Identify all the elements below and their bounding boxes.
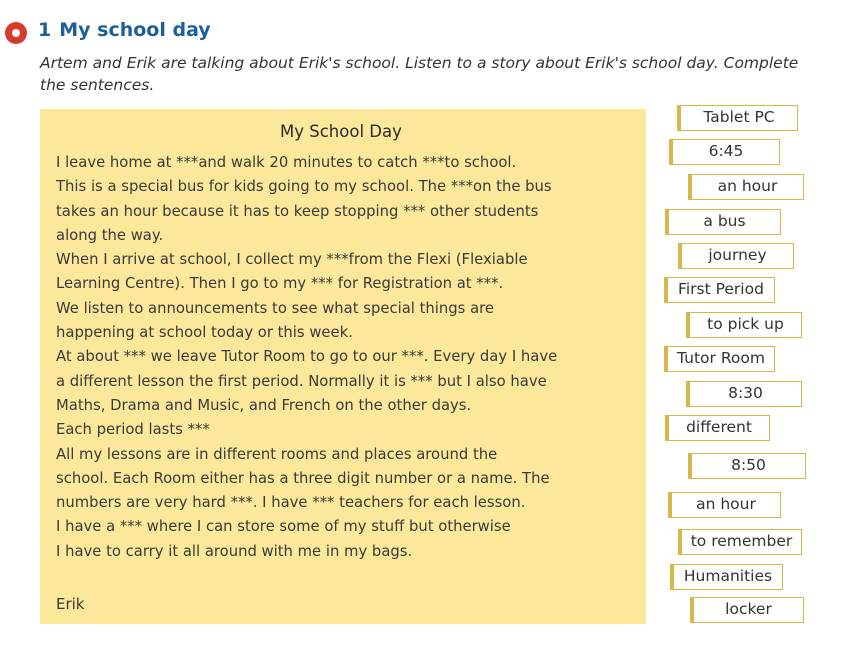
- story-line: All my lessons are in different rooms and places around the: [56, 445, 498, 463]
- word-card-tablet-pc[interactable]: Tablet PC: [677, 105, 798, 131]
- exercise-title: My school day: [59, 19, 211, 41]
- word-card-journey[interactable]: journey: [678, 243, 794, 269]
- word-card-to-remember[interactable]: to remember: [678, 529, 802, 555]
- story-line: Maths, Drama and Music, and French on the other days.: [56, 396, 472, 414]
- word-card-locker[interactable]: locker: [690, 597, 804, 623]
- story-line: I leave home at ***and walk 20 minutes to catch ***to school.: [56, 154, 517, 171]
- exercise-instructions: Artem and Erik are talking about Erik's school. Listen to a story about Erik's school day. Complete the sentences.: [40, 54, 799, 94]
- word-card-8-30[interactable]: 8:30: [686, 381, 802, 407]
- story-line: I have a *** where I can store some of my stuff but otherwise: [56, 518, 511, 536]
- story-line: Learning Centre). Then I go to my *** for Registration at ***.: [56, 275, 504, 293]
- story-line: I have to carry it all around with me in my bags.: [56, 542, 413, 560]
- story-line: We listen to announcements to see what special things are: [56, 299, 494, 317]
- story-title: My School Day: [280, 122, 402, 141]
- story-line: numbers are very hard ***. I have *** teachers for each lesson.: [56, 494, 526, 512]
- story-line: along the way.: [56, 226, 164, 244]
- story-line: takes an hour because it has to keep stopping *** other students: [56, 202, 539, 220]
- word-card-an-hour-2[interactable]: an hour: [668, 492, 781, 518]
- word-card-6-45[interactable]: 6:45: [669, 139, 780, 165]
- story-line: Each period lasts ***: [56, 421, 210, 439]
- word-card-different[interactable]: different: [665, 415, 770, 441]
- story-line: school. Each Room either has a three digit number or a name. The: [56, 469, 550, 487]
- story-line: happening at school today or this week.: [56, 324, 353, 342]
- exercise-number: 1: [38, 19, 52, 41]
- story-signature: Erik: [56, 595, 85, 613]
- story-line: This is a special bus for kids going to my school. The ***on the bus: [56, 178, 552, 196]
- word-card-8-50[interactable]: 8:50: [688, 453, 806, 479]
- story-line: At about *** we leave Tutor Room to go to our ***. Every day I have: [56, 348, 558, 366]
- exercise-heading: [38, 19, 211, 41]
- word-card-first-period[interactable]: First Period: [664, 277, 775, 303]
- story-line: a different lesson the first period. Normally it is *** but I also have: [56, 372, 547, 390]
- word-card-a-bus[interactable]: a bus: [665, 209, 781, 235]
- word-card-tutor-room[interactable]: Tutor Room: [664, 346, 775, 372]
- exercise-bullet-icon: [5, 22, 27, 44]
- word-card-to-pick-up[interactable]: to pick up: [686, 312, 802, 338]
- word-card-humanities[interactable]: Humanities: [670, 564, 783, 590]
- story-text: [56, 151, 557, 564]
- story-line: When I arrive at school, I collect my ***from the Flexi (Flexiable: [56, 251, 528, 269]
- word-card-an-hour[interactable]: an hour: [688, 174, 804, 200]
- story-panel: [40, 109, 646, 624]
